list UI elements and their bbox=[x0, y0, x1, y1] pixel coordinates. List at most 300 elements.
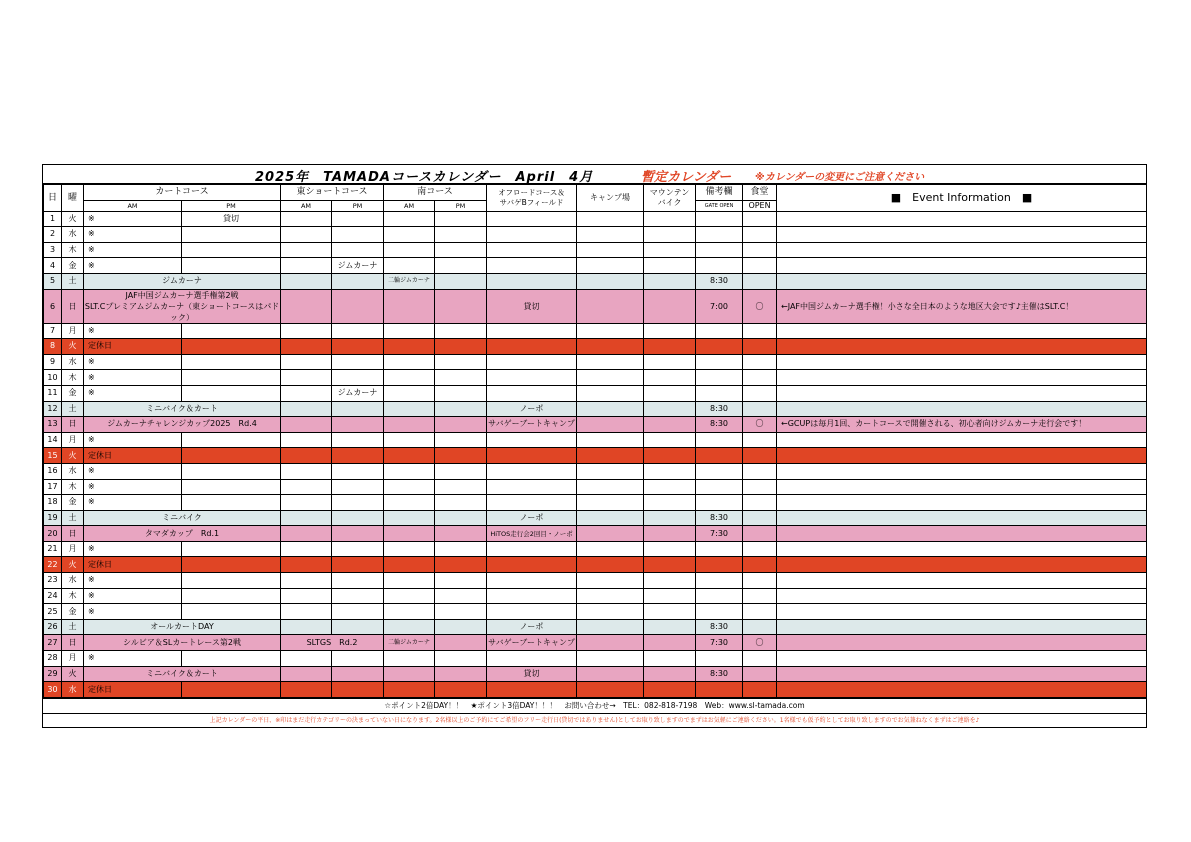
day-row bbox=[44, 619, 1147, 635]
camp-cell bbox=[577, 258, 644, 274]
south-am-cell bbox=[384, 510, 435, 526]
event-info-cell bbox=[777, 258, 1147, 274]
south-pm-cell bbox=[435, 258, 487, 274]
day-row bbox=[44, 242, 1147, 258]
provisional-label: 暫定カレンダー bbox=[641, 170, 732, 185]
header-camp: キャンプ場 bbox=[577, 185, 644, 212]
day-number: 15 bbox=[44, 448, 62, 464]
header-day: 日 bbox=[44, 185, 62, 212]
east-pm-cell bbox=[332, 541, 384, 557]
south-pm-cell bbox=[435, 370, 487, 386]
day-number: 16 bbox=[44, 463, 62, 479]
east-pm-cell bbox=[332, 479, 384, 495]
offroad-cell bbox=[487, 479, 577, 495]
camp-cell bbox=[577, 557, 644, 573]
kart-course-event: シルビア＆SLカートレース第2戦 bbox=[84, 635, 281, 651]
day-row bbox=[44, 495, 1147, 511]
mtb-cell bbox=[644, 289, 696, 323]
day-number: 2 bbox=[44, 227, 62, 243]
kart-am-cell: 定休日 bbox=[84, 682, 182, 698]
day-of-week: 日 bbox=[62, 289, 84, 323]
kart-am-cell: ※ bbox=[84, 227, 182, 243]
mtb-cell bbox=[644, 339, 696, 355]
day-row bbox=[44, 339, 1147, 355]
offroad-cell bbox=[487, 557, 577, 573]
offroad-cell: ノーポ bbox=[487, 619, 577, 635]
day-row bbox=[44, 651, 1147, 667]
east-pm-cell bbox=[332, 604, 384, 620]
south-pm-cell bbox=[435, 289, 487, 323]
south-am-cell: 二輪ジムカーナ bbox=[384, 273, 435, 289]
east-am-cell bbox=[281, 258, 332, 274]
camp-cell bbox=[577, 211, 644, 227]
south-am-cell bbox=[384, 666, 435, 682]
kart-course-event: JAF中国ジムカーナ選手権第2戦 SLT.Cプレミアムジムカーナ（東ショートコースはパドック） bbox=[84, 290, 280, 322]
mtb-cell bbox=[644, 635, 696, 651]
camp-cell bbox=[577, 354, 644, 370]
south-pm-cell bbox=[435, 651, 487, 667]
day-of-week: 水 bbox=[62, 682, 84, 698]
mtb-cell bbox=[644, 557, 696, 573]
shokudo-cell bbox=[743, 242, 777, 258]
kart-pm-cell bbox=[182, 463, 281, 479]
mtb-cell bbox=[644, 448, 696, 464]
shokudo-cell bbox=[743, 448, 777, 464]
title-bar bbox=[43, 165, 1146, 184]
day-number: 25 bbox=[44, 604, 62, 620]
event-info-cell bbox=[777, 557, 1147, 573]
offroad-cell: ノーポ bbox=[487, 510, 577, 526]
east-pm-cell bbox=[332, 651, 384, 667]
camp-cell bbox=[577, 651, 644, 667]
day-of-week: 金 bbox=[62, 604, 84, 620]
calendar-title: 2025年 TAMADAコースカレンダー April 4月 bbox=[255, 170, 594, 185]
day-row bbox=[44, 258, 1147, 274]
east-am-cell bbox=[281, 651, 332, 667]
camp-cell bbox=[577, 401, 644, 417]
kart-pm-cell bbox=[182, 354, 281, 370]
mtb-cell bbox=[644, 273, 696, 289]
event-info-cell bbox=[777, 242, 1147, 258]
kart-am-cell: ※ bbox=[84, 370, 182, 386]
shokudo-cell bbox=[743, 339, 777, 355]
gate-open-cell bbox=[696, 354, 743, 370]
south-am-cell bbox=[384, 588, 435, 604]
kart-pm-cell bbox=[182, 651, 281, 667]
kart-pm-cell bbox=[182, 573, 281, 589]
day-of-week: 火 bbox=[62, 211, 84, 227]
kart-course-event: ジムカーナ bbox=[84, 273, 281, 289]
south-pm-cell bbox=[435, 273, 487, 289]
header-row bbox=[44, 185, 1147, 201]
camp-cell bbox=[577, 242, 644, 258]
south-pm-cell bbox=[435, 448, 487, 464]
kart-am-cell: ※ bbox=[84, 541, 182, 557]
offroad-cell bbox=[487, 370, 577, 386]
mtb-cell bbox=[644, 526, 696, 542]
east-am-cell bbox=[281, 495, 332, 511]
mtb-cell bbox=[644, 651, 696, 667]
gate-open-cell bbox=[696, 227, 743, 243]
day-of-week: 月 bbox=[62, 541, 84, 557]
day-number: 8 bbox=[44, 339, 62, 355]
camp-cell bbox=[577, 541, 644, 557]
day-row bbox=[44, 635, 1147, 651]
mtb-cell bbox=[644, 417, 696, 433]
day-number: 30 bbox=[44, 682, 62, 698]
day-row bbox=[44, 526, 1147, 542]
day-of-week: 月 bbox=[62, 432, 84, 448]
south-pm-cell bbox=[435, 557, 487, 573]
day-row bbox=[44, 385, 1147, 401]
shokudo-cell bbox=[743, 370, 777, 386]
camp-cell bbox=[577, 666, 644, 682]
east-course-event: SLTGS Rd.2 bbox=[281, 635, 384, 651]
south-pm-cell bbox=[435, 339, 487, 355]
south-pm-cell bbox=[435, 604, 487, 620]
south-am-cell bbox=[384, 211, 435, 227]
mtb-cell bbox=[644, 510, 696, 526]
day-number: 4 bbox=[44, 258, 62, 274]
east-pm-cell bbox=[332, 526, 384, 542]
south-am-cell bbox=[384, 651, 435, 667]
kart-am-cell: ※ bbox=[84, 211, 182, 227]
day-number: 24 bbox=[44, 588, 62, 604]
mtb-cell bbox=[644, 211, 696, 227]
east-am-cell bbox=[281, 463, 332, 479]
east-pm-cell bbox=[332, 432, 384, 448]
header-mtb: マウンテン バイク bbox=[644, 185, 696, 212]
offroad-cell bbox=[487, 495, 577, 511]
day-number: 27 bbox=[44, 635, 62, 651]
south-am-cell bbox=[384, 289, 435, 323]
kart-am-cell: ※ bbox=[84, 432, 182, 448]
event-info-cell bbox=[777, 635, 1147, 651]
gate-open-cell bbox=[696, 604, 743, 620]
event-info-cell bbox=[777, 619, 1147, 635]
day-number: 14 bbox=[44, 432, 62, 448]
south-am-cell bbox=[384, 557, 435, 573]
gate-open-cell: 8:30 bbox=[696, 273, 743, 289]
header-offroad: オフロードコース＆ サバゲBフィールド bbox=[487, 185, 577, 212]
offroad-cell bbox=[487, 273, 577, 289]
offroad-cell bbox=[487, 541, 577, 557]
header-east: 東ショートコース bbox=[281, 185, 384, 201]
south-pm-cell bbox=[435, 227, 487, 243]
calendar-table bbox=[43, 184, 1147, 698]
gate-open-header: GATE OPEN bbox=[696, 200, 743, 211]
east-am-header: AM bbox=[281, 200, 332, 211]
south-pm-cell bbox=[435, 666, 487, 682]
gate-open-cell: 8:30 bbox=[696, 401, 743, 417]
shokudo-cell: 〇 bbox=[743, 417, 777, 433]
south-pm-cell bbox=[435, 635, 487, 651]
mtb-cell bbox=[644, 242, 696, 258]
offroad-cell bbox=[487, 432, 577, 448]
offroad-cell: 貸切 bbox=[487, 289, 577, 323]
east-pm-cell bbox=[332, 401, 384, 417]
shokudo-cell bbox=[743, 227, 777, 243]
day-number: 6 bbox=[44, 289, 62, 323]
camp-cell bbox=[577, 619, 644, 635]
east-am-cell bbox=[281, 242, 332, 258]
east-am-cell bbox=[281, 588, 332, 604]
kart-am-cell: ※ bbox=[84, 258, 182, 274]
camp-cell bbox=[577, 479, 644, 495]
south-pm-header: PM bbox=[435, 200, 487, 211]
east-am-cell bbox=[281, 448, 332, 464]
shokudo-cell bbox=[743, 604, 777, 620]
south-am-cell bbox=[384, 495, 435, 511]
footer-note: 上記カレンダーの平日、※印はまだ走行カテゴリーの決まっていない日になります。2名様以上のご予約にてご希望のフリー走行日(貸切ではありません)としてお取り致しますのでまずはお気軽にご連絡ください。1名様でも仮予約としてお取り致しますのでお気兼ねなくまずはご連絡を♪ bbox=[43, 713, 1146, 727]
day-number: 5 bbox=[44, 273, 62, 289]
day-of-week: 土 bbox=[62, 273, 84, 289]
offroad-cell bbox=[487, 651, 577, 667]
east-am-cell bbox=[281, 573, 332, 589]
offroad-cell bbox=[487, 211, 577, 227]
south-am-cell bbox=[384, 401, 435, 417]
offroad-cell bbox=[487, 258, 577, 274]
header-shokudo: 食堂 bbox=[743, 185, 777, 201]
mtb-cell bbox=[644, 323, 696, 339]
south-pm-cell bbox=[435, 417, 487, 433]
shokudo-cell bbox=[743, 385, 777, 401]
east-am-cell bbox=[281, 323, 332, 339]
event-info-cell bbox=[777, 273, 1147, 289]
gate-open-cell bbox=[696, 385, 743, 401]
event-info-cell bbox=[777, 588, 1147, 604]
day-of-week: 日 bbox=[62, 417, 84, 433]
day-of-week: 水 bbox=[62, 227, 84, 243]
day-row bbox=[44, 604, 1147, 620]
open-header: OPEN bbox=[743, 200, 777, 211]
day-row bbox=[44, 479, 1147, 495]
shokudo-cell bbox=[743, 682, 777, 698]
kart-am-cell: ※ bbox=[84, 604, 182, 620]
east-am-cell bbox=[281, 227, 332, 243]
camp-cell bbox=[577, 417, 644, 433]
shokudo-cell bbox=[743, 479, 777, 495]
day-number: 17 bbox=[44, 479, 62, 495]
south-pm-cell bbox=[435, 432, 487, 448]
day-of-week: 土 bbox=[62, 401, 84, 417]
offroad-cell: サバゲーブートキャンプ bbox=[487, 417, 577, 433]
mtb-cell bbox=[644, 666, 696, 682]
east-pm-cell bbox=[332, 273, 384, 289]
gate-open-cell bbox=[696, 323, 743, 339]
day-row bbox=[44, 510, 1147, 526]
kart-pm-cell bbox=[182, 323, 281, 339]
day-of-week: 水 bbox=[62, 573, 84, 589]
day-of-week: 日 bbox=[62, 635, 84, 651]
shokudo-cell: 〇 bbox=[743, 289, 777, 323]
camp-cell bbox=[577, 682, 644, 698]
day-row bbox=[44, 666, 1147, 682]
east-pm-cell bbox=[332, 682, 384, 698]
east-pm-cell bbox=[332, 495, 384, 511]
mtb-cell bbox=[644, 370, 696, 386]
header-remarks: 備考欄 bbox=[696, 185, 743, 201]
mtb-cell bbox=[644, 588, 696, 604]
day-row bbox=[44, 323, 1147, 339]
event-info-cell bbox=[777, 651, 1147, 667]
south-am-cell bbox=[384, 573, 435, 589]
kart-pm-cell bbox=[182, 432, 281, 448]
shokudo-cell bbox=[743, 354, 777, 370]
day-number: 10 bbox=[44, 370, 62, 386]
event-info-cell bbox=[777, 479, 1147, 495]
kart-am-cell: ※ bbox=[84, 242, 182, 258]
shokudo-cell bbox=[743, 258, 777, 274]
day-row bbox=[44, 273, 1147, 289]
offroad-cell bbox=[487, 354, 577, 370]
mtb-cell bbox=[644, 432, 696, 448]
event-info-cell bbox=[777, 463, 1147, 479]
day-number: 28 bbox=[44, 651, 62, 667]
day-of-week: 土 bbox=[62, 510, 84, 526]
day-of-week: 木 bbox=[62, 242, 84, 258]
gate-open-cell bbox=[696, 432, 743, 448]
east-am-cell bbox=[281, 289, 332, 323]
shokudo-cell bbox=[743, 463, 777, 479]
day-of-week: 水 bbox=[62, 354, 84, 370]
day-of-week: 日 bbox=[62, 526, 84, 542]
kart-am-cell: ※ bbox=[84, 651, 182, 667]
gate-open-cell: 7:30 bbox=[696, 635, 743, 651]
day-number: 23 bbox=[44, 573, 62, 589]
offroad-cell bbox=[487, 242, 577, 258]
camp-cell bbox=[577, 273, 644, 289]
east-am-cell bbox=[281, 401, 332, 417]
day-of-week: 金 bbox=[62, 385, 84, 401]
south-pm-cell bbox=[435, 526, 487, 542]
east-pm-cell bbox=[332, 242, 384, 258]
south-am-cell bbox=[384, 526, 435, 542]
day-of-week: 月 bbox=[62, 651, 84, 667]
day-row bbox=[44, 682, 1147, 698]
shokudo-cell bbox=[743, 510, 777, 526]
east-am-cell bbox=[281, 666, 332, 682]
offroad-cell bbox=[487, 573, 577, 589]
mtb-cell bbox=[644, 479, 696, 495]
gate-open-cell bbox=[696, 370, 743, 386]
south-pm-cell bbox=[435, 385, 487, 401]
header-south: 南コース bbox=[384, 185, 487, 201]
camp-cell bbox=[577, 323, 644, 339]
kart-am-cell: ※ bbox=[84, 323, 182, 339]
kart-pm-cell bbox=[182, 495, 281, 511]
camp-cell bbox=[577, 289, 644, 323]
event-info-cell bbox=[777, 495, 1147, 511]
east-am-cell bbox=[281, 211, 332, 227]
south-am-cell bbox=[384, 354, 435, 370]
event-info-cell bbox=[777, 432, 1147, 448]
kart-pm-cell bbox=[182, 682, 281, 698]
header-event: ■ Event Information ■ bbox=[777, 185, 1147, 212]
east-am-cell bbox=[281, 510, 332, 526]
event-info-cell bbox=[777, 573, 1147, 589]
kart-course-event: タマダカップ Rd.1 bbox=[84, 526, 281, 542]
shokudo-cell bbox=[743, 495, 777, 511]
event-info-cell: ←GCUPは毎月1回、カートコースで開催される、初心者向けジムカーナ走行会です！ bbox=[777, 417, 1147, 433]
day-of-week: 木 bbox=[62, 370, 84, 386]
event-info-cell bbox=[777, 385, 1147, 401]
mtb-cell bbox=[644, 573, 696, 589]
day-number: 29 bbox=[44, 666, 62, 682]
east-pm-cell bbox=[332, 557, 384, 573]
offroad-cell bbox=[487, 604, 577, 620]
kart-pm-cell bbox=[182, 370, 281, 386]
shokudo-cell bbox=[743, 651, 777, 667]
gate-open-cell: 8:30 bbox=[696, 510, 743, 526]
day-of-week: 火 bbox=[62, 557, 84, 573]
east-am-cell bbox=[281, 370, 332, 386]
event-info-cell bbox=[777, 339, 1147, 355]
east-pm-cell bbox=[332, 666, 384, 682]
day-number: 7 bbox=[44, 323, 62, 339]
kart-pm-cell bbox=[182, 227, 281, 243]
gate-open-cell bbox=[696, 448, 743, 464]
gate-open-cell: 8:30 bbox=[696, 666, 743, 682]
east-am-cell bbox=[281, 682, 332, 698]
east-pm-cell bbox=[332, 370, 384, 386]
shokudo-cell bbox=[743, 401, 777, 417]
mtb-cell bbox=[644, 385, 696, 401]
south-pm-cell bbox=[435, 401, 487, 417]
kart-am-cell: ※ bbox=[84, 573, 182, 589]
event-info-cell bbox=[777, 370, 1147, 386]
kart-pm-cell: 貸切 bbox=[182, 211, 281, 227]
event-info-cell bbox=[777, 682, 1147, 698]
day-row bbox=[44, 289, 1147, 323]
day-of-week: 金 bbox=[62, 258, 84, 274]
south-pm-cell bbox=[435, 463, 487, 479]
south-am-cell bbox=[384, 258, 435, 274]
offroad-cell bbox=[487, 448, 577, 464]
camp-cell bbox=[577, 385, 644, 401]
south-am-cell bbox=[384, 385, 435, 401]
south-am-cell bbox=[384, 242, 435, 258]
south-am-cell bbox=[384, 323, 435, 339]
day-number: 1 bbox=[44, 211, 62, 227]
kart-am-cell: 定休日 bbox=[84, 557, 182, 573]
mtb-cell bbox=[644, 619, 696, 635]
day-row bbox=[44, 211, 1147, 227]
day-row bbox=[44, 370, 1147, 386]
event-info-cell bbox=[777, 448, 1147, 464]
gate-open-cell bbox=[696, 339, 743, 355]
shokudo-cell bbox=[743, 573, 777, 589]
day-row bbox=[44, 354, 1147, 370]
east-pm-cell bbox=[332, 448, 384, 464]
kart-course-event: ミニバイク bbox=[84, 510, 281, 526]
day-row bbox=[44, 557, 1147, 573]
south-pm-cell bbox=[435, 323, 487, 339]
day-of-week: 火 bbox=[62, 666, 84, 682]
kart-pm-cell bbox=[182, 258, 281, 274]
south-am-cell bbox=[384, 227, 435, 243]
event-info-cell bbox=[777, 666, 1147, 682]
offroad-cell: 貸切 bbox=[487, 666, 577, 682]
day-number: 20 bbox=[44, 526, 62, 542]
south-am-cell bbox=[384, 463, 435, 479]
south-am-cell bbox=[384, 339, 435, 355]
kart-pm-cell bbox=[182, 541, 281, 557]
south-pm-cell bbox=[435, 588, 487, 604]
day-number: 12 bbox=[44, 401, 62, 417]
footer-contact: ☆ポイント2倍DAY！！ ★ポイント3倍DAY！！！ お問い合わせ→ TEL：082-818-7198 Web：www.sl-tamada.com bbox=[43, 698, 1146, 713]
east-pm-cell bbox=[332, 289, 384, 323]
